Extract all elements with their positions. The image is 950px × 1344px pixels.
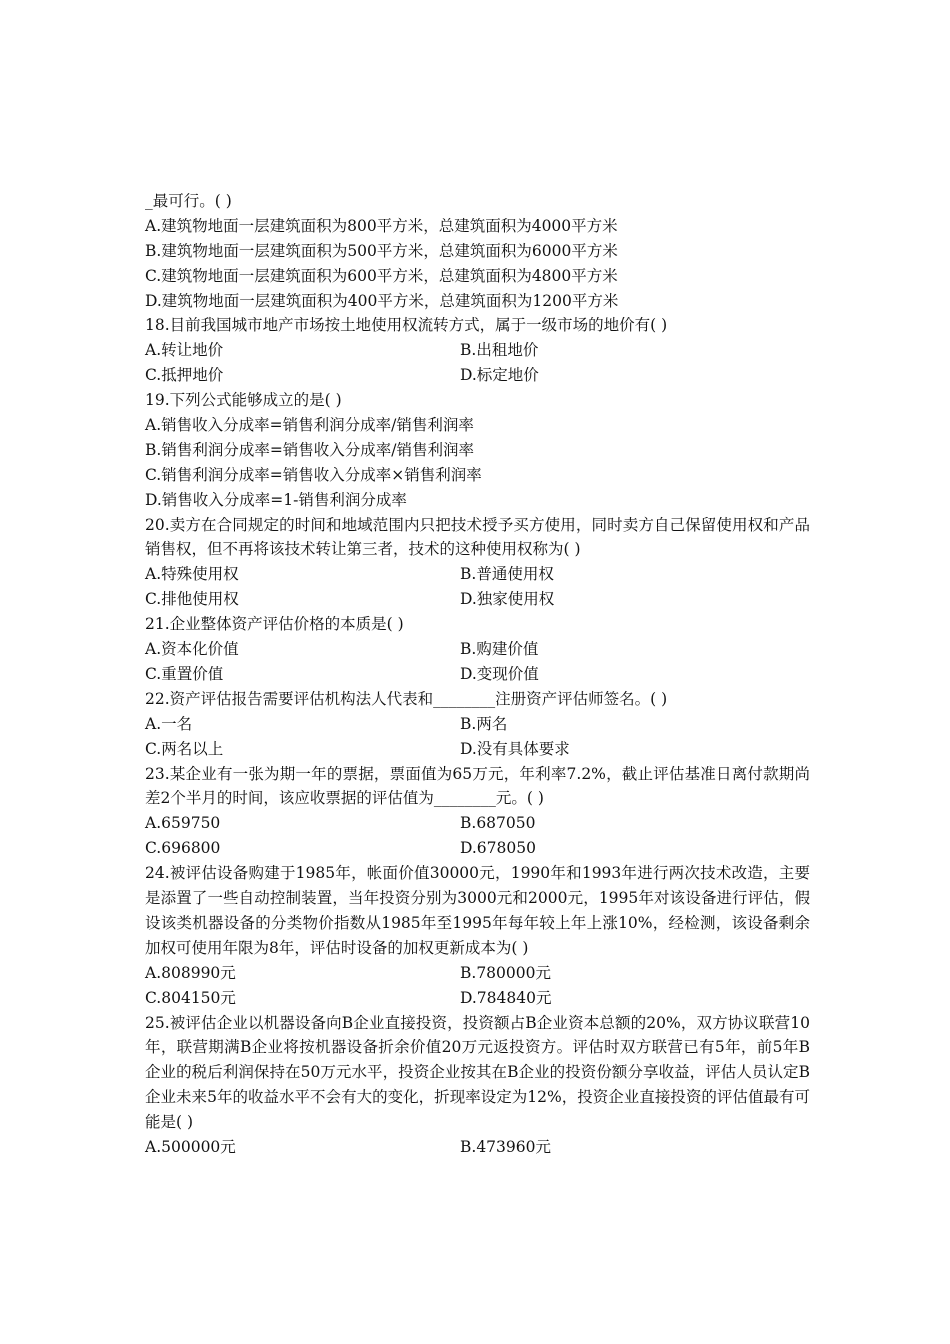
option-row bbox=[145, 961, 810, 986]
option-right: B.出租地价 bbox=[460, 341, 539, 360]
text-line: 18.目前我国城市地产市场按土地使用权流转方式，属于一级市场的地价有( ) bbox=[145, 316, 668, 335]
option-row bbox=[145, 1135, 810, 1160]
text-line: D.销售收入分成率=1-销售利润分成率 bbox=[145, 490, 407, 509]
option-left: C.抵押地价 bbox=[145, 366, 224, 385]
option-right: D.没有具体要求 bbox=[460, 739, 570, 758]
option-left: A.659750 bbox=[145, 814, 221, 833]
option-right: D.678050 bbox=[460, 839, 536, 858]
option-row bbox=[145, 637, 810, 662]
option-left: A.转让地价 bbox=[145, 341, 224, 360]
option-row bbox=[145, 363, 810, 388]
text-line: 19.下列公式能够成立的是( ) bbox=[145, 391, 342, 410]
option-right: B.购建价值 bbox=[460, 640, 539, 659]
option-row bbox=[145, 836, 810, 861]
option-left: A.500000元 bbox=[145, 1138, 236, 1157]
option-left: A.一名 bbox=[145, 714, 193, 733]
option-left: C.804150元 bbox=[145, 988, 236, 1007]
option-row bbox=[145, 986, 810, 1011]
text-line: _最可行。( ) bbox=[145, 192, 232, 210]
option-right: D.784840元 bbox=[460, 988, 552, 1007]
option-right: B.780000元 bbox=[460, 963, 551, 982]
text-line: C.销售利润分成率=销售收入分成率×销售利润率 bbox=[145, 465, 482, 484]
question-paragraph: 24.被评估设备购建于1985年，帐面价值30000元，1990年和1993年进行两次技术改造，主要是添置了一些自动控制装置，当年投资分别为3000元和2000元，1995年对该设备进行评估，假设该类机器设备的分类物价指数从1985年至1995年每年较上年上涨10%，经检测，该设备剩余加权可使用年限为8年，评估时设备的加权更新成本为( ) bbox=[145, 864, 810, 957]
option-left: C.重置价值 bbox=[145, 664, 224, 683]
option-right: B.两名 bbox=[460, 714, 508, 733]
text-line: 21.企业整体资产评估价格的本质是( ) bbox=[145, 615, 404, 634]
option-right: B.普通使用权 bbox=[460, 565, 554, 584]
text-line: 22.资产评估报告需要评估机构法人代表和________注册资产评估师签名。( ) bbox=[145, 689, 668, 708]
text-line: C.建筑物地面一层建筑面积为600平方米，总建筑面积为4800平方米 bbox=[145, 266, 618, 285]
option-right: D.独家使用权 bbox=[460, 590, 555, 609]
text-line: B.销售利润分成率=销售收入分成率/销售利润率 bbox=[145, 440, 475, 459]
option-right: D.标定地价 bbox=[460, 366, 539, 385]
option-left: C.两名以上 bbox=[145, 739, 224, 758]
text-line: D.建筑物地面一层建筑面积为400平方米，总建筑面积为1200平方米 bbox=[145, 291, 619, 310]
document-body bbox=[145, 189, 810, 1160]
option-right: D.变现价值 bbox=[460, 664, 539, 683]
option-left: A.808990元 bbox=[145, 963, 236, 982]
option-row bbox=[145, 737, 810, 762]
option-left: A.特殊使用权 bbox=[145, 565, 239, 584]
option-right: B.473960元 bbox=[460, 1138, 551, 1157]
question-paragraph: 23.某企业有一张为期一年的票据，票面值为65万元，年利率7.2%，截止评估基准日离付款期尚差2个半月的时间，该应收票据的评估值为________元。( ) bbox=[145, 764, 810, 808]
option-row bbox=[145, 338, 810, 363]
option-right: B.687050 bbox=[460, 814, 536, 833]
option-row bbox=[145, 662, 810, 687]
option-row bbox=[145, 811, 810, 836]
text-line: A.销售收入分成率=销售利润分成率/销售利润率 bbox=[145, 416, 474, 435]
question-paragraph: 20.卖方在合同规定的时间和地域范围内只把技术授予买方使用，同时卖方自己保留使用权和产品销售权，但不再将该技术转让第三者，技术的这种使用权称为( ) bbox=[145, 515, 810, 559]
text-line: A.建筑物地面一层建筑面积为800平方米，总建筑面积为4000平方米 bbox=[145, 216, 618, 235]
option-left: A.资本化价值 bbox=[145, 640, 239, 659]
text-line: B.建筑物地面一层建筑面积为500平方米，总建筑面积为6000平方米 bbox=[145, 241, 618, 260]
question-paragraph: 25.被评估企业以机器设备向B企业直接投资，投资额占B企业资本总额的20%，双方协议联营10年，联营期满B企业将按机器设备折余价值20万元返投资方。评估时双方联营已有5年，前5年B企业的税后利润保持在50万元水平，投资企业按其在B企业的投资份额分享收益，评估人员认定B企业未来5年的收益水平不会有大的变化，折现率设定为12%，投资企业直接投资的评估值最有可能是( ) bbox=[145, 1013, 810, 1132]
option-row bbox=[145, 562, 810, 587]
option-left: C.排他使用权 bbox=[145, 590, 239, 609]
option-row bbox=[145, 587, 810, 612]
option-left: C.696800 bbox=[145, 839, 221, 858]
option-row bbox=[145, 712, 810, 737]
